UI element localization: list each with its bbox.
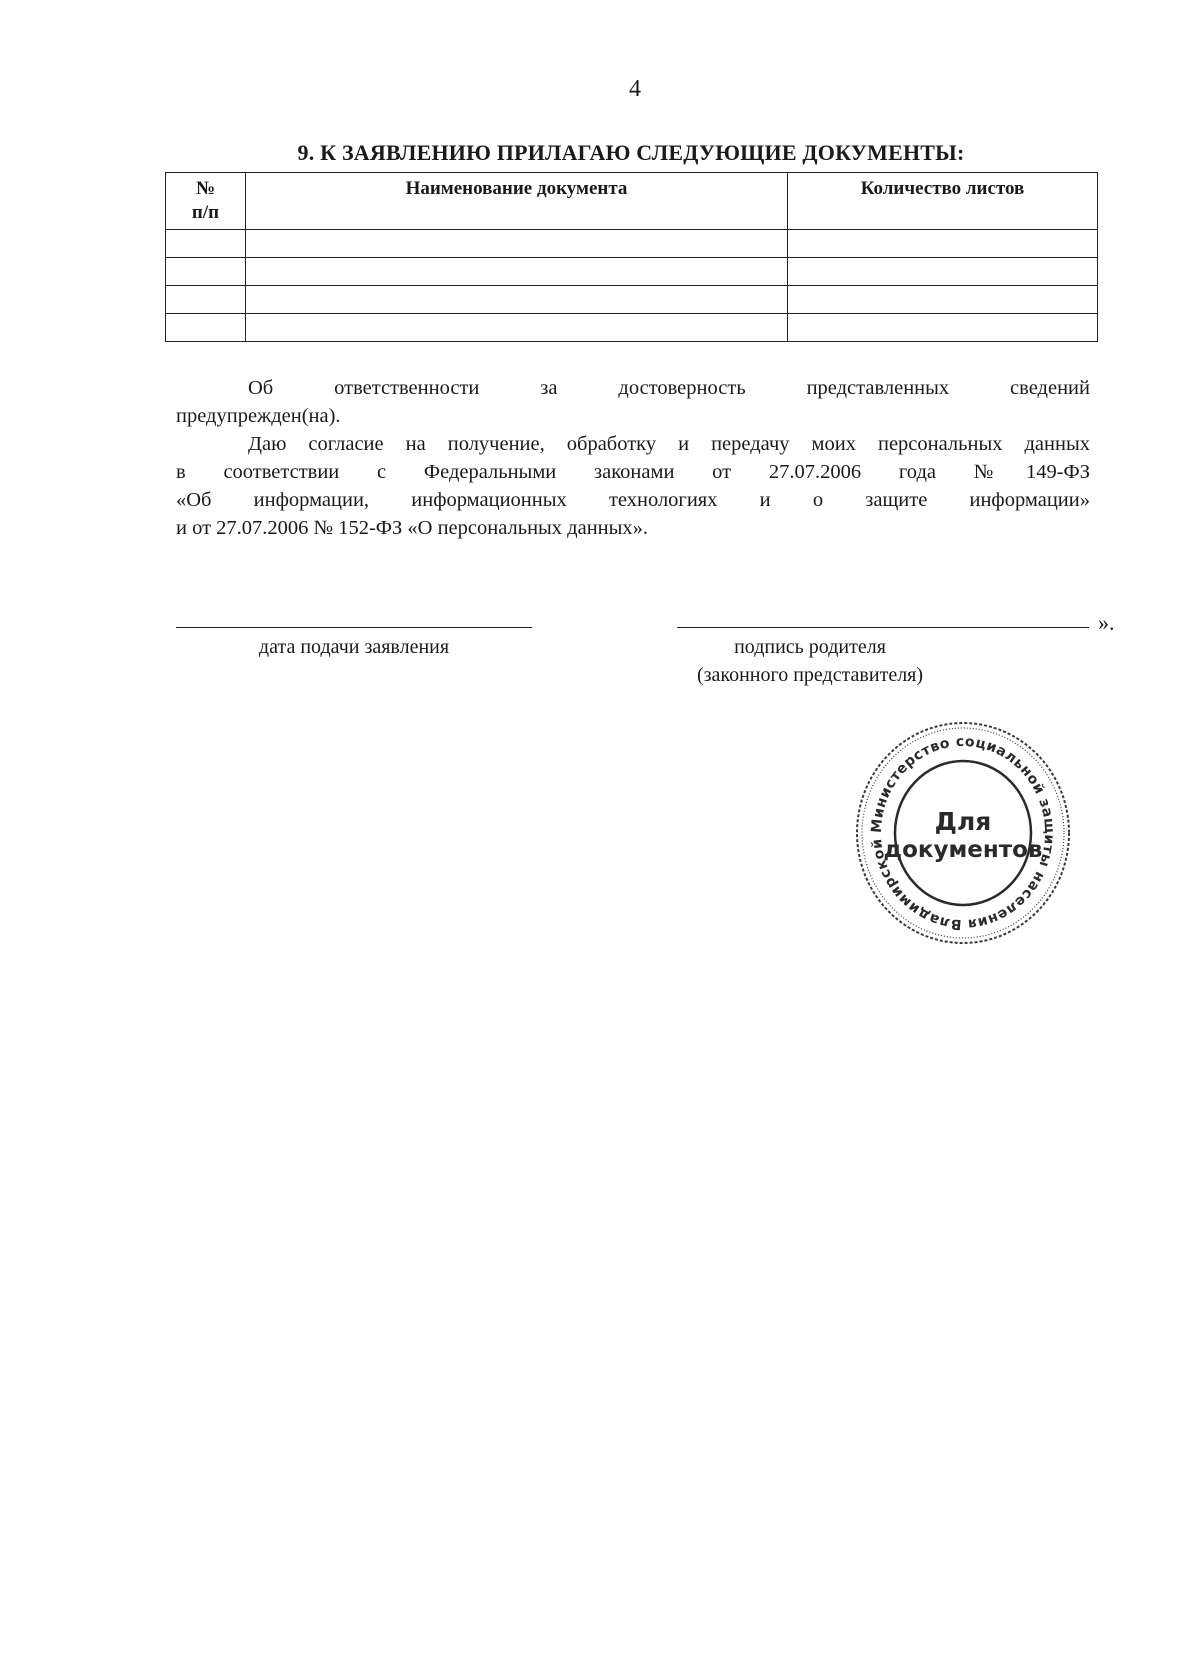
responsibility-text-line-1: Об ответственности за достоверность представленных сведений <box>248 377 1090 399</box>
section-title: 9. К ЗАЯВЛЕНИЮ ПРИЛАГАЮ СЛЕДУЮЩИЕ ДОКУМЕНТЫ: <box>297 140 965 165</box>
consent-text-line-4: и от 27.07.2006 № 152-ФЗ «О персональных данных». <box>176 517 649 539</box>
cell-sheet-count[interactable] <box>788 286 1098 314</box>
table-header-row <box>166 173 1098 230</box>
cell-sheet-count[interactable] <box>788 258 1098 286</box>
table-row <box>166 286 1098 314</box>
svg-text:Министерство социальной защиты: Министерство социальной защиты населения Владимирской <box>868 733 1058 933</box>
documents-table <box>165 172 1098 342</box>
table-row <box>166 314 1098 342</box>
stamp-center-line-1: Для <box>934 807 992 836</box>
cell-number[interactable] <box>166 286 246 314</box>
cell-number[interactable] <box>166 258 246 286</box>
date-signature-line[interactable] <box>176 627 532 628</box>
cell-number[interactable] <box>166 230 246 258</box>
cell-sheet-count[interactable] <box>788 230 1098 258</box>
official-stamp <box>853 718 1073 948</box>
stamp-center-line-2: документов <box>883 837 1043 863</box>
signature-caption-line-1: подпись родителя <box>734 636 886 658</box>
signature-caption-line-2: (законного представителя) <box>696 664 924 686</box>
stamp-seal-icon <box>853 718 1073 948</box>
table-row <box>166 230 1098 258</box>
date-caption: дата подачи заявления <box>258 636 450 658</box>
cell-document-name[interactable] <box>246 286 788 314</box>
cell-sheet-count[interactable] <box>788 314 1098 342</box>
table-row <box>166 258 1098 286</box>
responsibility-text-line-2: предупрежден(на). <box>176 405 341 427</box>
header-sheet-count: Количество листов <box>788 173 1098 230</box>
consent-text-line-2: в соответствии с Федеральными законами от 27.07.2006 года №149-ФЗ <box>176 461 1090 483</box>
cell-document-name[interactable] <box>246 258 788 286</box>
header-document-name: Наименование документа <box>246 173 788 230</box>
parent-signature-line[interactable] <box>677 627 1089 628</box>
cell-number[interactable] <box>166 314 246 342</box>
header-number: № п/п <box>166 173 246 230</box>
page-number: 4 <box>629 76 641 102</box>
cell-document-name[interactable] <box>246 314 788 342</box>
cell-document-name[interactable] <box>246 230 788 258</box>
closing-quote: ». <box>1098 610 1115 635</box>
consent-text-line-1: Даю согласие на получение, обработку и передачу моих персональных данных <box>248 433 1090 455</box>
consent-text-line-3: «Об информации, информационных технологиях и о защите информации» <box>176 489 1090 511</box>
